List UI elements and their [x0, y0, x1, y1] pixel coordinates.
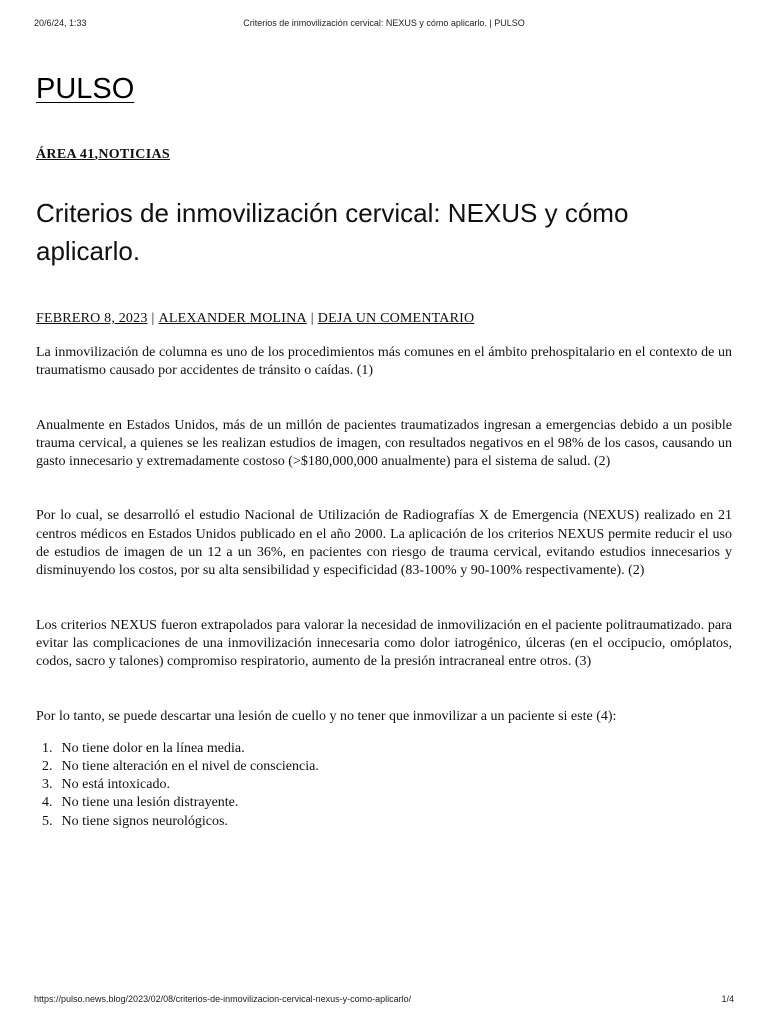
- site-title-link[interactable]: PULSO: [36, 73, 135, 105]
- list-item-number: 4.: [42, 795, 53, 811]
- body-paragraph: Anualmente en Estados Unidos, más de un millón de pacientes traumatizados ingresan a emergencias debido a un posible trauma cervical, a quienes se les realizan estudios de imagen, con resultados negativos en el 98% de los casos, causando un gasto innecesario y extremadamente costoso (>$180,000,000 anualmente) para el sistema de salud. (2): [36, 417, 732, 470]
- post-date-link[interactable]: FEBRERO 8, 2023: [36, 311, 148, 326]
- post-title: Criterios de inmovilización cervical: NEXUS y cómo aplicarlo.: [36, 198, 629, 266]
- list-item-number: 1.: [42, 740, 53, 756]
- print-footer: [34, 994, 734, 1008]
- article-content: [36, 72, 732, 831]
- print-document-title: Criterios de inmovilización cervical: NEXUS y cómo aplicarlo. | PULSO: [243, 18, 525, 28]
- print-date: 20/6/24, 1:33: [34, 18, 87, 28]
- post-meta: [36, 310, 732, 328]
- category-link-area-41[interactable]: ÁREA 41: [36, 147, 95, 162]
- list-item-number: 3.: [42, 777, 53, 793]
- list-item: [36, 813, 732, 831]
- post-body: [36, 344, 732, 831]
- list-item: [36, 740, 732, 758]
- list-item-text: No tiene alteración en el nivel de consciencia.: [61, 759, 319, 775]
- list-item-text: No tiene signos neurológicos.: [61, 813, 228, 829]
- print-page-number: 1/4: [721, 994, 734, 1004]
- list-item-text: No tiene una lesión distrayente.: [61, 795, 239, 811]
- body-paragraph: La inmovilización de columna es uno de los procedimientos más comunes en el ámbito prehospitalario en el contexto de un traumatismo causado por accidentes de tránsito o caídas. (1): [36, 345, 732, 379]
- leave-comment-link[interactable]: DEJA UN COMENTARIO: [317, 311, 475, 326]
- print-page-url: https://pulso.news.blog/2023/02/08/criterios-de-inmovilizacion-cervical-nexus-y-como-aplicarlo/: [34, 994, 412, 1004]
- body-paragraph: Los criterios NEXUS fueron extrapolados para valorar la necesidad de inmovilización en el paciente politraumatizado. para evitar las complicaciones de una inmovilización innecesaria como dolor iatrogénico, úlceras (en el occipucio, omóplatos, codos, sacro y talones) compromiso respiratorio, aumento de la presión intracraneal entre otros. (3): [36, 617, 732, 670]
- post-categories: [36, 146, 732, 164]
- body-paragraph: Por lo cual, se desarrolló el estudio Nacional de Utilización de Radiografías X de Emergencia (NEXUS) realizado en 21 centros médicos en Estados Unidos publicado en el año 2000. La aplicación de los criterios NEXUS permite reducir el uso de estudios de imagen de un 12 a un 36%, en pacientes con riesgo de trauma cervical, evitando estudios innecesarios y disminuyendo los costos, por su alta sensibilidad y especificidad (83-100% y 90-100% respectivamente). (2): [36, 508, 732, 579]
- list-item-text: No está intoxicado.: [61, 777, 170, 793]
- nexus-criteria-list: [36, 740, 732, 831]
- author-link[interactable]: ALEXANDER MOLINA: [158, 311, 307, 326]
- list-item-number: 5.: [42, 813, 53, 829]
- list-item-number: 2.: [42, 759, 53, 775]
- meta-separator: |: [310, 311, 314, 326]
- list-item: [36, 758, 732, 776]
- body-paragraph: Por lo tanto, se puede descartar una lesión de cuello y no tener que inmovilizar a un paciente si este (4):: [36, 708, 617, 724]
- print-header: [34, 18, 734, 32]
- category-link-noticias[interactable]: NOTICIAS: [98, 147, 170, 162]
- list-item: [36, 776, 732, 794]
- meta-separator: |: [151, 311, 155, 326]
- list-item: [36, 794, 732, 812]
- list-item-text: No tiene dolor en la línea media.: [61, 740, 245, 756]
- category-separator: ,: [94, 147, 99, 162]
